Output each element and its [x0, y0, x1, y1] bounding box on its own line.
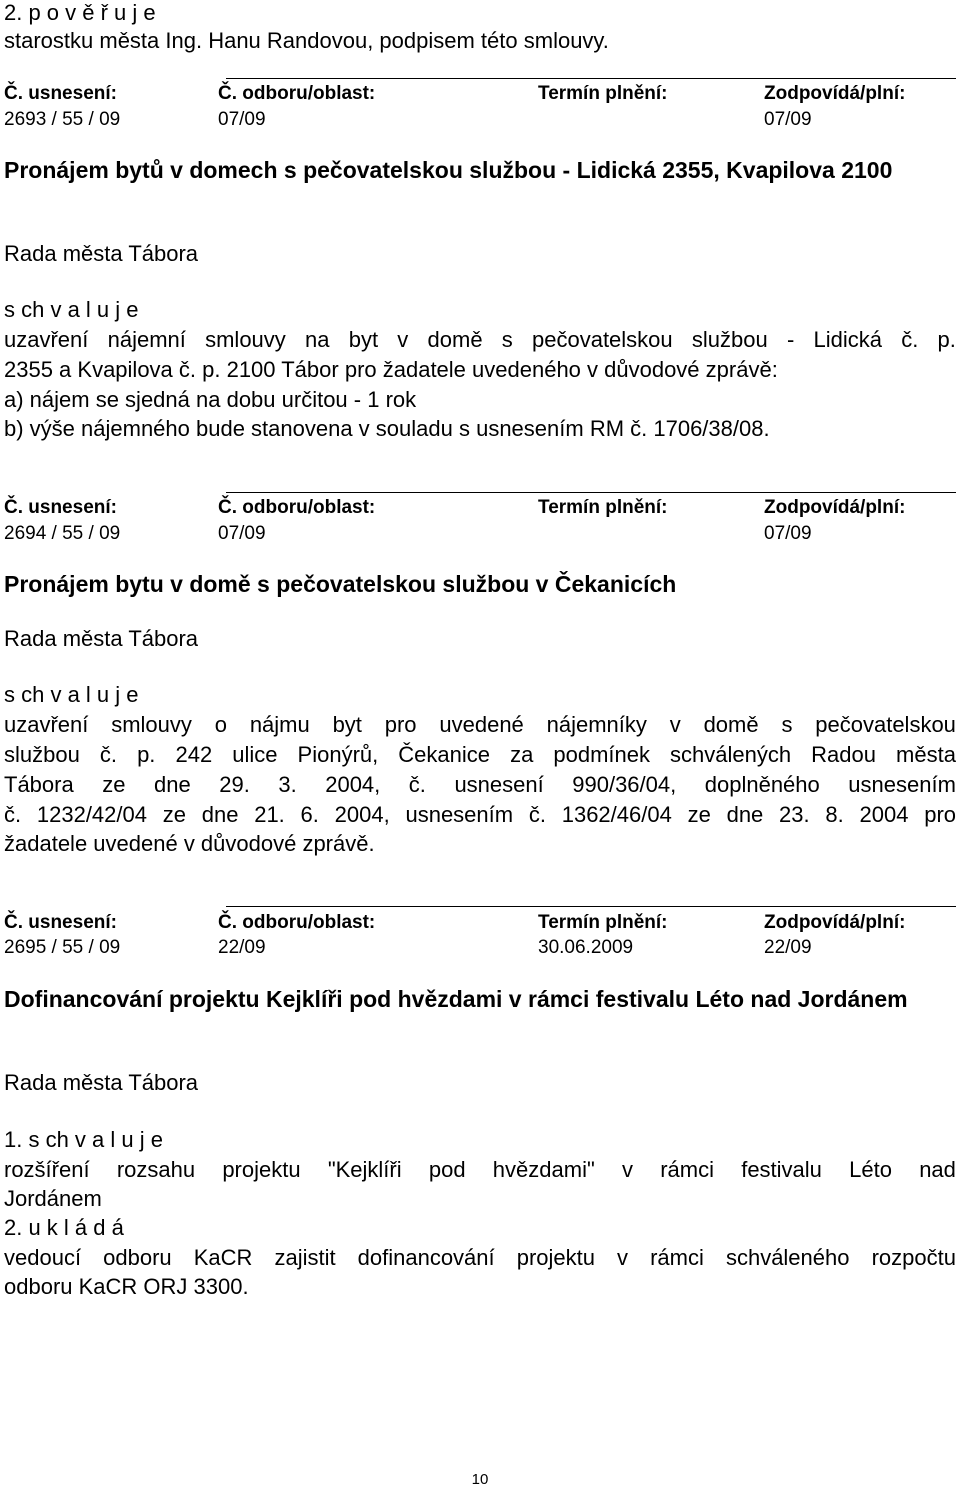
header-resolution-no: Č. usnesení:	[4, 83, 117, 104]
resolution-verb: 2. u k l á d á	[4, 1215, 124, 1240]
item-title: Pronájem bytu v domě s pečovatelskou službou v Čekanicích	[4, 571, 677, 597]
header-deadline: Termín plnění:	[538, 912, 668, 933]
body-line: odboru KaCR ORJ 3300.	[4, 1274, 249, 1299]
header-resolution-no: Č. usnesení:	[4, 912, 117, 933]
header-dept: Č. odboru/oblast:	[218, 497, 376, 518]
page-number: 10	[471, 1471, 489, 1488]
header-responsible: Zodpovídá/plní:	[764, 912, 906, 933]
header-deadline: Termín plnění:	[538, 497, 668, 518]
body-line: žadatele uvedené v důvodové zprávě.	[4, 831, 375, 856]
council-name: Rada města Tábora	[4, 626, 199, 651]
header-deadline: Termín plnění:	[538, 83, 668, 104]
body-line: a) nájem se sjedná na dobu určitou - 1 rok	[4, 387, 417, 412]
intro-line-1: 2. p o v ě ř u j e	[4, 0, 156, 25]
body-line: Jordánem	[4, 1186, 102, 1211]
header-responsible: Zodpovídá/plní:	[764, 497, 906, 518]
council-name: Rada města Tábora	[4, 241, 199, 266]
council-name: Rada města Tábora	[4, 1070, 199, 1095]
body-line: službou č. p. 242 ulice Pionýrů, Čekanice za podmínek schválených Radou města	[4, 742, 956, 767]
responsible-value: 07/09	[764, 523, 812, 544]
item-title: Pronájem bytů v domech s pečovatelskou službou - Lidická 2355, Kvapilova 2100	[4, 157, 893, 183]
body-line: č. 1232/42/04 ze dne 21. 6. 2004, usnesením č. 1362/46/04 ze dne 23. 8. 2004 pro	[4, 802, 956, 827]
header-dept: Č. odboru/oblast:	[218, 912, 376, 933]
item-title: Dofinancování projektu Kejklíři pod hvězdami v rámci festivalu Léto nad Jordánem	[4, 986, 908, 1012]
deadline-value: 30.06.2009	[538, 937, 634, 958]
section-divider	[226, 492, 956, 493]
body-line: Tábora ze dne 29. 3. 2004, č. usnesení 990/36/04, doplněného usnesením	[4, 772, 956, 797]
resolution-no-value: 2695 / 55 / 09	[4, 937, 121, 958]
section-divider	[226, 78, 956, 79]
responsible-value: 22/09	[764, 937, 812, 958]
header-resolution-no: Č. usnesení:	[4, 497, 117, 518]
body-line: rozšíření rozsahu projektu "Kejklíři pod hvězdami" v rámci festivalu Léto nad	[4, 1157, 956, 1182]
resolution-verb: s ch v a l u j e	[4, 297, 139, 322]
body-line: 2355 a Kvapilova č. p. 2100 Tábor pro žadatele uvedeného v důvodové zprávě:	[4, 357, 778, 382]
resolution-no-value: 2694 / 55 / 09	[4, 523, 121, 544]
intro-line-2: starostku města Ing. Hanu Randovou, podpisem této smlouvy.	[4, 28, 609, 53]
resolution-verb: s ch v a l u j e	[4, 682, 139, 707]
dept-value: 22/09	[218, 937, 266, 958]
body-line: uzavření nájemní smlouvy na byt v domě s pečovatelskou službou - Lidická č. p.	[4, 327, 956, 352]
resolution-no-value: 2693 / 55 / 09	[4, 109, 121, 130]
resolution-verb: 1. s ch v a l u j e	[4, 1127, 163, 1152]
header-responsible: Zodpovídá/plní:	[764, 83, 906, 104]
dept-value: 07/09	[218, 523, 266, 544]
section-divider	[226, 906, 956, 907]
header-dept: Č. odboru/oblast:	[218, 83, 376, 104]
body-line: b) výše nájemného bude stanovena v souladu s usnesením RM č. 1706/38/08.	[4, 416, 770, 441]
body-line: vedoucí odboru KaCR zajistit dofinancování projektu v rámci schváleného rozpočtu	[4, 1245, 956, 1270]
responsible-value: 07/09	[764, 109, 812, 130]
dept-value: 07/09	[218, 109, 266, 130]
body-line: uzavření smlouvy o nájmu byt pro uvedené nájemníky v domě s pečovatelskou	[4, 712, 956, 737]
